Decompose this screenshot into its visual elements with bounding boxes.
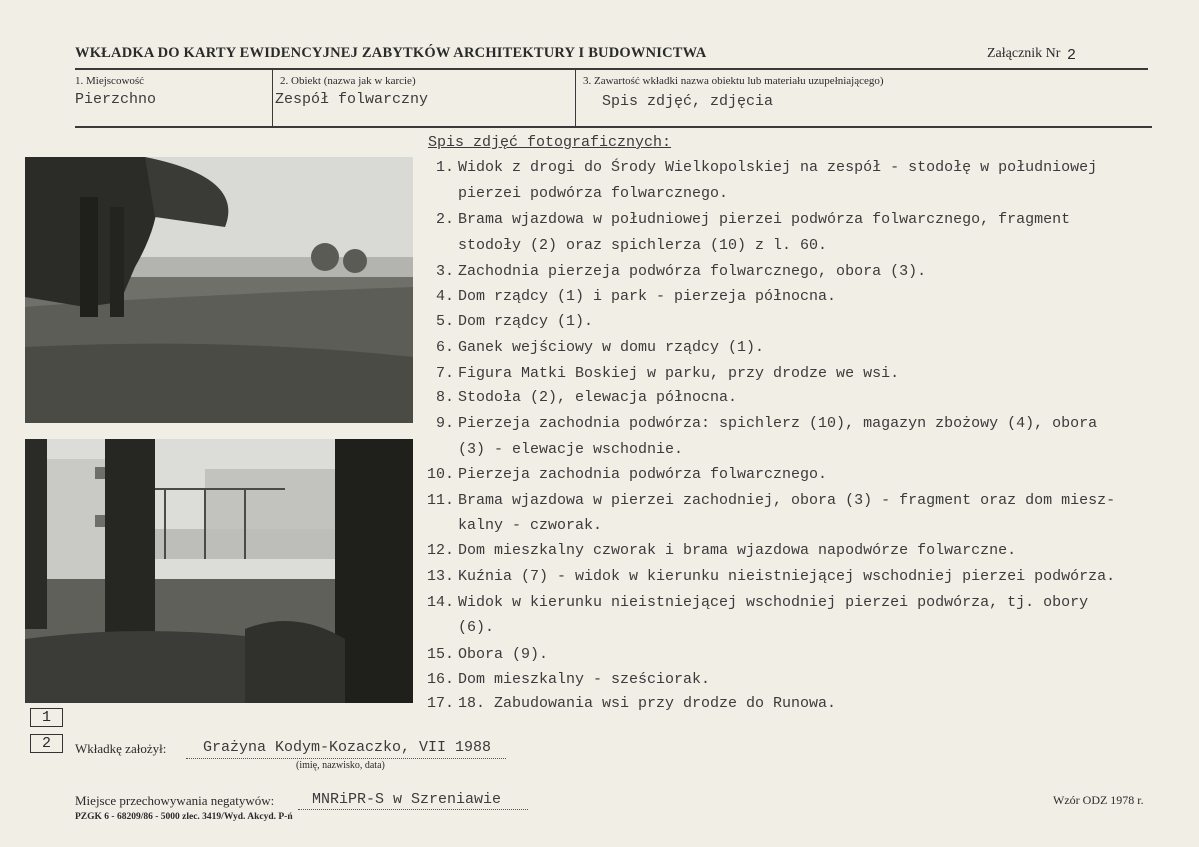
author-hint: (imię, nazwisko, data) [296,760,385,771]
field-1-value: Pierzchno [75,91,157,108]
storage-value: MNRiPR-S w Szreniawie [312,791,502,808]
field-divider-1 [272,70,273,126]
photo-list-heading: Spis zdjęć fotograficznych: [428,134,672,151]
field-3-label: 3. Zawartość wkładki nazwa obiektu lub materiału uzupełniającego) [583,75,884,87]
author-value: Grażyna Kodym-Kozaczko, VII 1988 [203,739,492,756]
field-2-value: Zespół folwarczny [275,91,429,108]
form-code: Wzór ODZ 1978 r. [1053,793,1144,807]
field-1-label: 1. Miejscowość [75,75,145,87]
photo-number-box-1: 1 [30,708,63,727]
photo-number-box-2: 2 [30,734,63,753]
header-rule [75,68,1148,70]
author-dotted-line [186,758,506,759]
attachment-label: Załącznik Nr [987,46,1061,61]
fields-rule [75,126,1152,128]
print-info: PZGK 6 - 68209/86 - 5000 zlec. 3419/Wyd. Akcyd. P-ń [75,812,293,822]
author-label: Wkładkę założył: [75,741,167,756]
storage-dotted-line [298,809,528,810]
photo-2-farm-buildings [25,439,413,703]
storage-label: Miejsce przechowywania negatywów: [75,793,275,808]
field-divider-2 [575,70,576,126]
photo-1-field-view [25,157,413,423]
field-3-value: Spis zdjęć, zdjęcia [602,93,774,110]
field-2-label: 2. Obiekt (nazwa jak w karcie) [280,75,416,87]
attachment-number: 2 [1067,47,1077,64]
form-title: WKŁADKA DO KARTY EWIDENCYJNEJ ZABYTKÓW ARCHITEKTURY I BUDOWNICTWA [75,45,707,61]
